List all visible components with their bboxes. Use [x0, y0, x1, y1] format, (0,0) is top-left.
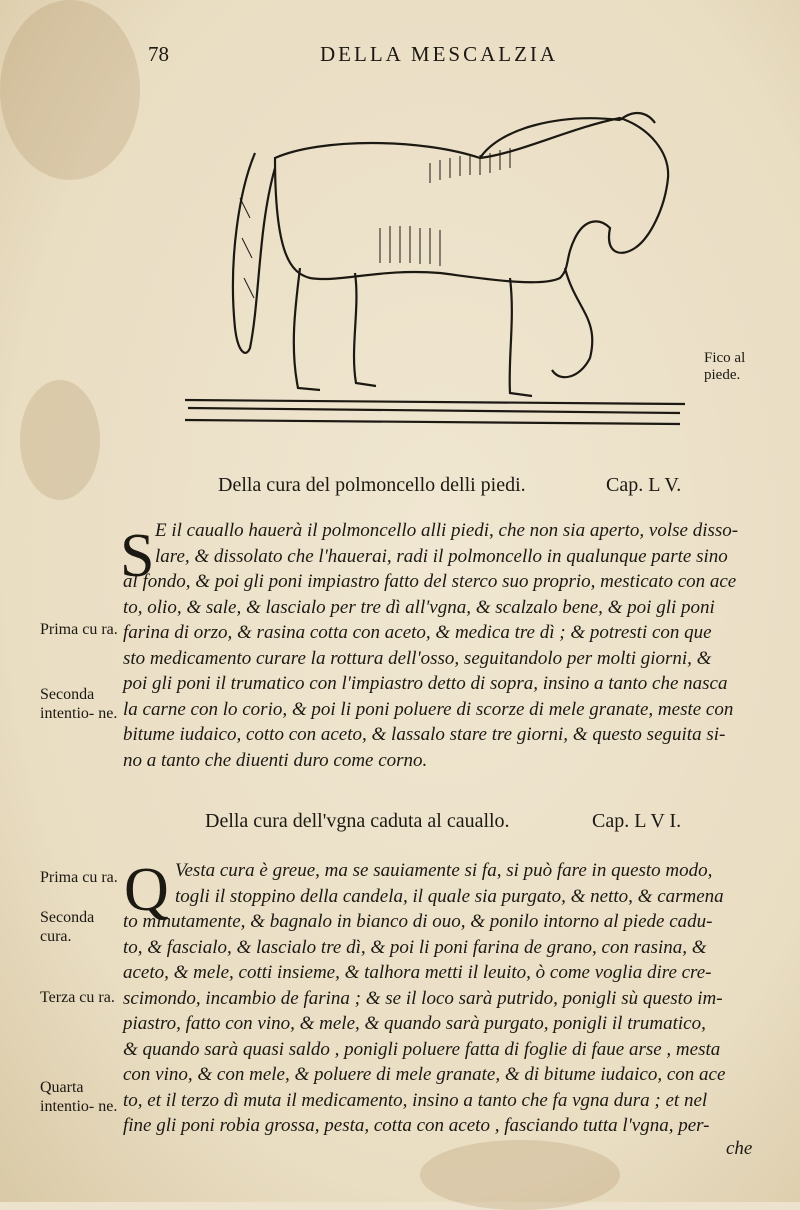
text-line: la carne con lo corio, & poi li poni poluere di scorze di mele granate, meste con: [123, 698, 734, 720]
drop-cap: S: [120, 522, 155, 590]
text-line: con vino, & con mele, & poluere di mele granate, & di bitume iudaico, con ace: [123, 1064, 726, 1085]
text-line: to, olio, & sale, & lascialo per tre dì all'vgna, & scalzalo bene, & poi gli poni: [123, 596, 715, 618]
chapter-title: Della cura dell'vgna caduta al cauallo.: [205, 810, 510, 832]
text-line: bitume iudaico, cotto con aceto, & lassalo stare tre giorni, & questo seguita si-: [123, 724, 726, 745]
text-line: aceto, & mele, cotti insieme, & talhora metti il leuito, ò come voglia dire cre-: [123, 962, 712, 983]
figure-caption-line: Fico al: [704, 350, 746, 366]
chapter-number: Cap. L V I.: [592, 810, 682, 832]
chapter-55-heading: [0, 474, 800, 502]
margin-note: Prima cu ra.: [40, 869, 118, 886]
chapter-title: Della cura del polmoncello delli piedi.: [218, 474, 526, 496]
margin-note: Quarta intentio- ne.: [40, 1079, 118, 1115]
text-line: to, et il terzo dì muta il medicamento, insino a tanto che fa vgna dura ; et nel: [123, 1089, 708, 1111]
chapter-55-body: [123, 518, 793, 773]
margin-note: Prima cu ra.: [40, 621, 118, 638]
drop-cap: Q: [124, 856, 169, 924]
page-header: [0, 36, 800, 72]
margin-note: Seconda intentio- ne.: [40, 686, 118, 722]
catchword: che: [726, 1138, 753, 1159]
figure-caption-line: piede.: [704, 367, 741, 383]
text-line: sto medicamento curare la rottura dell'osso, seguitandolo per molti giorni, &: [123, 647, 712, 669]
text-line: & quando sarà quasi saldo , ponigli poluere fatta di foglie di faue arse , mesta: [123, 1038, 721, 1060]
text-line: al fondo, & poi gli poni impiastro fatto del sterco suo proprio, mesticato con ace: [123, 571, 737, 592]
text-line: poi gli poni il trumatico con l'impiastro detto di sopra, insino a tanto che nasca: [123, 673, 728, 694]
text-line: piastro, fatto con vino, & mele, & quando sarà purgato, ponigli il trumatico,: [123, 1013, 706, 1034]
text-line: Vesta cura è greue, ma se sauiamente si fa, si può fare in questo modo,: [175, 860, 713, 881]
chapter-number: Cap. L V.: [606, 474, 682, 496]
text-line: to minutamente, & bagnalo in bianco di ouo, & ponilo intorno al piede cadu-: [123, 911, 713, 932]
horse-woodcut-illustration: [180, 108, 700, 438]
margin-note: Terza cu ra.: [40, 989, 115, 1006]
margin-note: Seconda cura.: [40, 909, 95, 945]
text-line: to, & fascialo, & lascialo tre dì, & poi li poni farina de grano, con rasina, &: [123, 936, 707, 958]
chapter-56-heading: [0, 810, 800, 838]
running-head: DELLA MESCALZIA: [320, 42, 559, 66]
text-line: scimondo, incambio de farina ; & se il loco sarà putrido, ponigli sù questo im-: [123, 987, 723, 1009]
figure-caption: [704, 350, 774, 384]
text-line: farina di orzo, & rasina cotta con aceto, & medica tre dì ; & potresti con que: [123, 622, 712, 643]
text-line: lare, & dissolato che l'hauerai, radi il polmoncello in qualunque parte sino: [155, 545, 728, 567]
chapter-56-body: [123, 858, 793, 1139]
text-line: fine gli poni robia grossa, pesta, cotta con aceto , fasciando tutta l'vgna, per-: [123, 1115, 710, 1136]
text-line: togli il stoppino della candela, il quale sia purgato, & netto, & carmena: [175, 885, 724, 907]
text-line: no a tanto che diuenti duro come corno.: [123, 749, 428, 771]
text-line: E il cauallo hauerà il polmoncello alli piedi, che non sia aperto, volse disso-: [155, 520, 739, 541]
page-number: 78: [148, 42, 169, 66]
